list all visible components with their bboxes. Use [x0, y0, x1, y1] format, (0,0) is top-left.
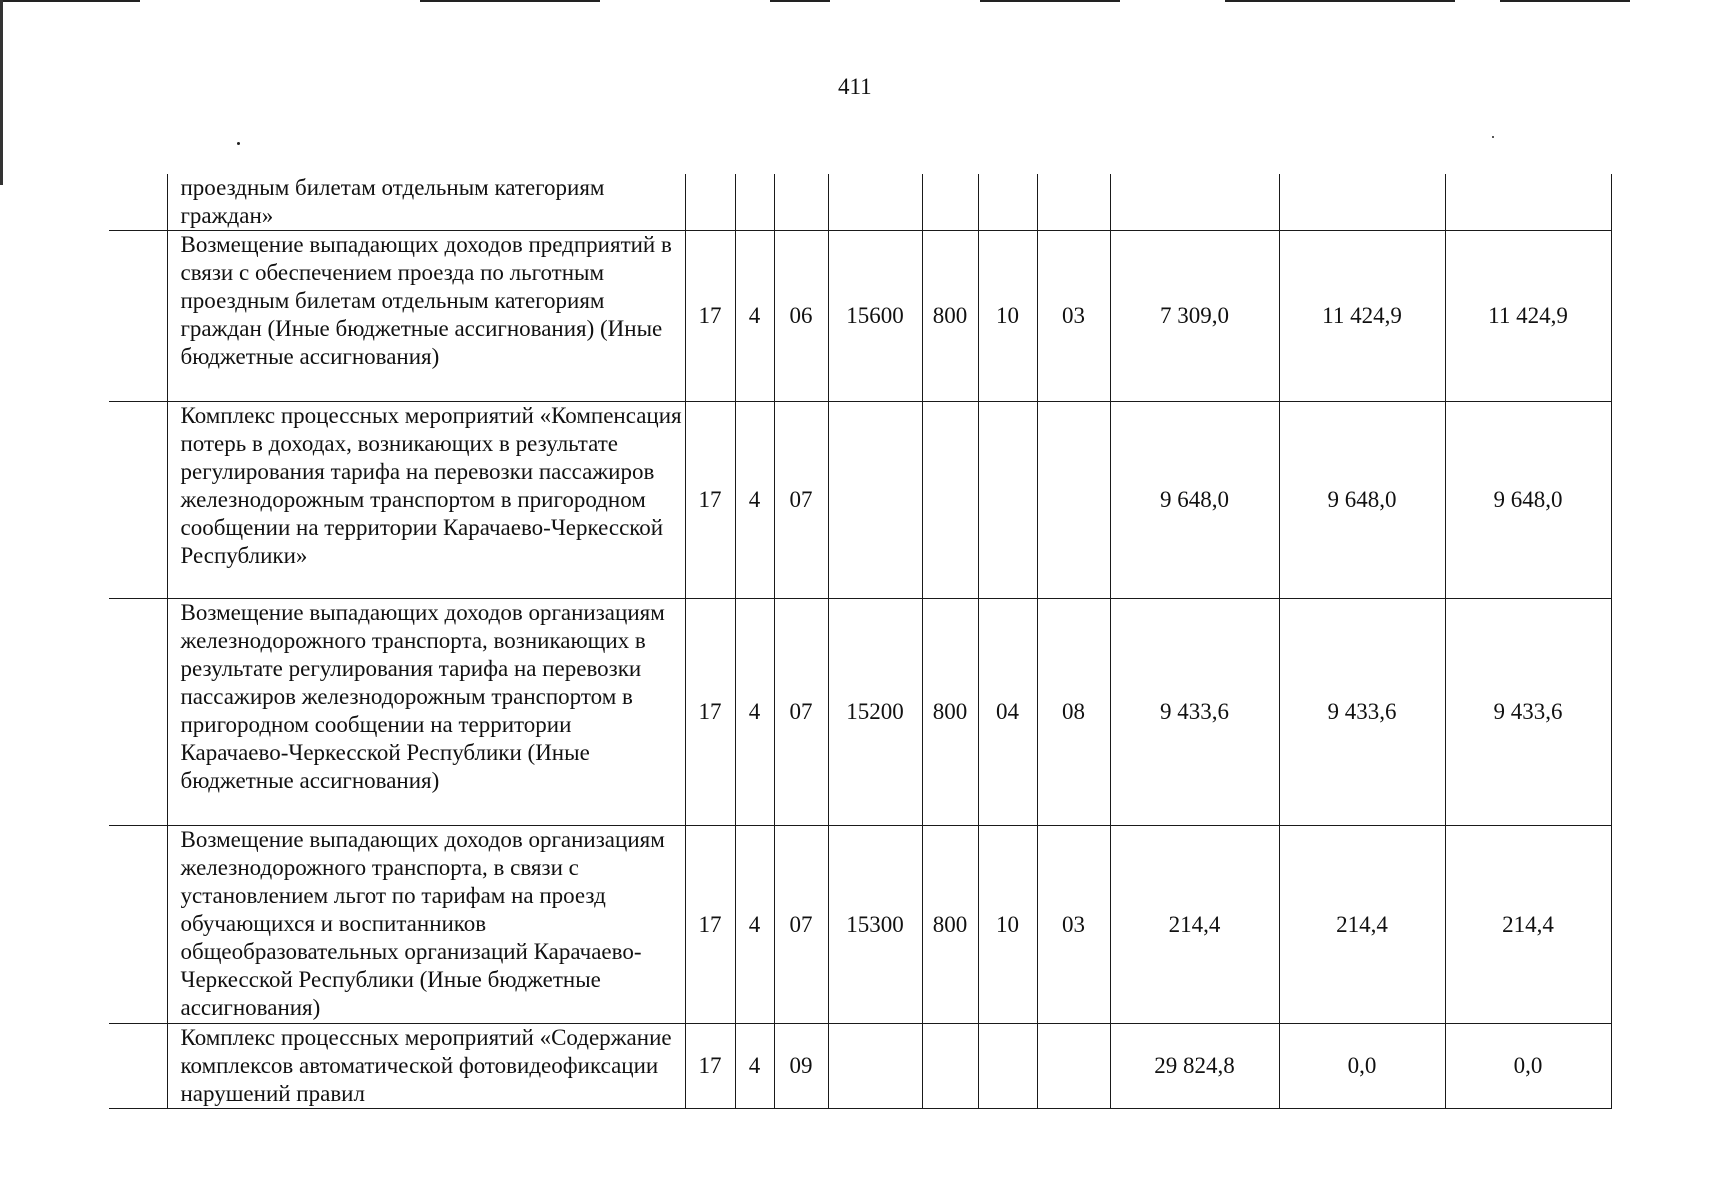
scan-speck — [237, 142, 240, 145]
scan-speck — [1492, 136, 1494, 138]
amount-cell — [1110, 174, 1279, 231]
code-cell — [978, 402, 1037, 599]
row-index-cell — [109, 231, 167, 402]
code-cell: 10 — [978, 826, 1037, 1024]
code-cell: 4 — [735, 599, 774, 826]
budget-table — [109, 174, 1612, 1109]
code-cell: 15300 — [828, 826, 922, 1024]
page-number: 411 — [838, 74, 872, 99]
amount-cell — [1279, 174, 1445, 231]
description-cell: Комплекс процессных мероприятий «Содержание комплексов автоматической фотовидеофиксации нарушений правил — [167, 1024, 685, 1109]
amount-cell: 9 648,0 — [1279, 402, 1445, 599]
table-row — [109, 231, 1611, 402]
code-cell: 03 — [1037, 231, 1110, 402]
amount-cell: 0,0 — [1279, 1024, 1445, 1109]
row-index-cell — [109, 599, 167, 826]
code-cell: 15600 — [828, 231, 922, 402]
code-cell — [828, 402, 922, 599]
code-cell: 17 — [685, 231, 735, 402]
amount-cell: 7 309,0 — [1110, 231, 1279, 402]
code-cell — [685, 174, 735, 231]
amount-cell: 9 433,6 — [1279, 599, 1445, 826]
code-cell — [774, 174, 828, 231]
table-row — [109, 826, 1611, 1024]
code-cell — [1037, 402, 1110, 599]
code-cell — [922, 174, 978, 231]
row-index-cell — [109, 826, 167, 1024]
code-cell — [922, 402, 978, 599]
code-cell: 06 — [774, 231, 828, 402]
code-cell: 07 — [774, 402, 828, 599]
code-cell: 800 — [922, 599, 978, 826]
code-cell: 800 — [922, 826, 978, 1024]
code-cell — [922, 1024, 978, 1109]
code-cell: 07 — [774, 599, 828, 826]
amount-cell: 214,4 — [1279, 826, 1445, 1024]
amount-cell: 29 824,8 — [1110, 1024, 1279, 1109]
code-cell: 07 — [774, 826, 828, 1024]
code-cell: 4 — [735, 826, 774, 1024]
code-cell: 04 — [978, 599, 1037, 826]
table-row — [109, 1024, 1611, 1109]
code-cell — [1037, 1024, 1110, 1109]
code-cell: 17 — [685, 599, 735, 826]
code-cell: 4 — [735, 231, 774, 402]
code-cell: 17 — [685, 402, 735, 599]
description-cell: Комплекс процессных мероприятий «Компенсация потерь в доходах, возникающих в результате регулирования тарифа на перевозки пассажиров железнодорожным транспортом в пригородном сообщении на территории Карачаево-Черкесской Республики» — [167, 402, 685, 599]
table-row — [109, 174, 1611, 231]
amount-cell: 214,4 — [1445, 826, 1611, 1024]
row-index-cell — [109, 174, 167, 231]
code-cell — [1037, 174, 1110, 231]
code-cell: 17 — [685, 1024, 735, 1109]
amount-cell: 9 648,0 — [1445, 402, 1611, 599]
scan-top-edge — [0, 0, 1722, 3]
code-cell: 17 — [685, 826, 735, 1024]
code-cell — [978, 1024, 1037, 1109]
amount-cell: 11 424,9 — [1279, 231, 1445, 402]
code-cell: 4 — [735, 1024, 774, 1109]
amount-cell: 9 433,6 — [1110, 599, 1279, 826]
row-index-cell — [109, 402, 167, 599]
code-cell: 10 — [978, 231, 1037, 402]
amount-cell: 9 648,0 — [1110, 402, 1279, 599]
description-cell: Возмещение выпадающих доходов предприятий в связи с обеспечением проезда по льготным проездным билетам отдельным категориям граждан (Иные бюджетные ассигнования) (Иные бюджетные ассигнования) — [167, 231, 685, 402]
amount-cell: 0,0 — [1445, 1024, 1611, 1109]
table-row — [109, 402, 1611, 599]
amount-cell — [1445, 174, 1611, 231]
code-cell: 4 — [735, 402, 774, 599]
code-cell: 800 — [922, 231, 978, 402]
code-cell — [978, 174, 1037, 231]
code-cell: 09 — [774, 1024, 828, 1109]
amount-cell: 9 433,6 — [1445, 599, 1611, 826]
description-cell: Возмещение выпадающих доходов организациям железнодорожного транспорта, возникающих в результате регулирования тарифа на перевозки пассажиров железнодорожным транспортом в пригородном сообщении на территории Карачаево-Черкесской Республики (Иные бюджетные ассигнования) — [167, 599, 685, 826]
code-cell: 08 — [1037, 599, 1110, 826]
code-cell — [735, 174, 774, 231]
description-cell: проездным билетам отдельным категориям граждан» — [167, 174, 685, 231]
row-index-cell — [109, 1024, 167, 1109]
description-cell: Возмещение выпадающих доходов организациям железнодорожного транспорта, в связи с установлением льгот по тарифам на проезд обучающихся и воспитанников общеобразовательных организаций Карачаево-Черкесской Республики (Иные бюджетные ассигнования) — [167, 826, 685, 1024]
amount-cell: 11 424,9 — [1445, 231, 1611, 402]
table-row — [109, 599, 1611, 826]
code-cell: 15200 — [828, 599, 922, 826]
code-cell — [828, 1024, 922, 1109]
amount-cell: 214,4 — [1110, 826, 1279, 1024]
code-cell: 03 — [1037, 826, 1110, 1024]
code-cell — [828, 174, 922, 231]
